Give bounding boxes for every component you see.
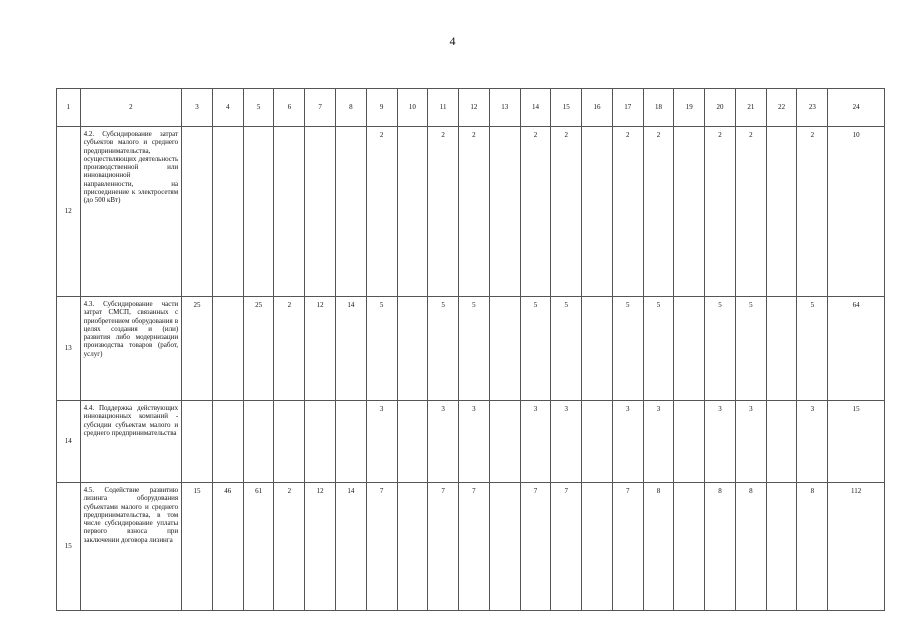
data-table — [56, 88, 885, 611]
value-cell — [766, 297, 797, 401]
value-cell: 2 — [705, 127, 736, 297]
value-cell: 3 — [797, 401, 828, 483]
value-cell — [674, 483, 705, 611]
value-cell: 7 — [612, 483, 643, 611]
column-header-20: 20 — [705, 89, 736, 127]
row-number: 14 — [57, 401, 81, 483]
value-cell — [305, 127, 336, 297]
value-cell — [182, 401, 213, 483]
value-cell: 3 — [643, 401, 674, 483]
column-header-1: 1 — [57, 89, 81, 127]
value-cell: 2 — [274, 483, 305, 611]
value-cell: 112 — [828, 483, 885, 611]
column-header-13: 13 — [489, 89, 520, 127]
value-cell: 25 — [182, 297, 213, 401]
value-cell — [397, 127, 428, 297]
value-cell: 5 — [520, 297, 551, 401]
value-cell — [212, 297, 243, 401]
value-cell — [766, 483, 797, 611]
value-cell — [305, 401, 336, 483]
row-description: 4.5. Содействие развитию лизинга оборудования субъектами малого и среднего предпринимательства, в том числе субсидирование уплаты первого взноса при заключении договора лизинга — [80, 483, 182, 611]
column-header-4: 4 — [212, 89, 243, 127]
row-number: 15 — [57, 483, 81, 611]
value-cell: 7 — [520, 483, 551, 611]
value-cell — [335, 127, 366, 297]
value-cell: 64 — [828, 297, 885, 401]
column-header-8: 8 — [335, 89, 366, 127]
value-cell: 2 — [551, 127, 582, 297]
value-cell: 2 — [520, 127, 551, 297]
table-row — [57, 127, 885, 297]
value-cell — [212, 401, 243, 483]
value-cell: 3 — [520, 401, 551, 483]
value-cell: 7 — [428, 483, 459, 611]
value-cell: 8 — [735, 483, 766, 611]
table-row — [57, 483, 885, 611]
value-cell — [674, 297, 705, 401]
column-header-9: 9 — [366, 89, 397, 127]
column-header-24: 24 — [828, 89, 885, 127]
value-cell: 3 — [612, 401, 643, 483]
value-cell: 46 — [212, 483, 243, 611]
value-cell: 5 — [428, 297, 459, 401]
value-cell — [397, 297, 428, 401]
value-cell — [274, 127, 305, 297]
value-cell: 7 — [459, 483, 490, 611]
table-body — [57, 89, 885, 611]
value-cell — [582, 483, 613, 611]
value-cell — [243, 401, 274, 483]
value-cell: 2 — [428, 127, 459, 297]
value-cell: 3 — [735, 401, 766, 483]
column-header-16: 16 — [582, 89, 613, 127]
column-header-22: 22 — [766, 89, 797, 127]
value-cell — [674, 127, 705, 297]
value-cell: 15 — [828, 401, 885, 483]
page-number: 4 — [449, 34, 456, 48]
value-cell — [274, 401, 305, 483]
column-header-7: 7 — [305, 89, 336, 127]
value-cell: 5 — [459, 297, 490, 401]
column-header-14: 14 — [520, 89, 551, 127]
column-header-10: 10 — [397, 89, 428, 127]
value-cell: 5 — [797, 297, 828, 401]
column-header-18: 18 — [643, 89, 674, 127]
value-cell: 5 — [366, 297, 397, 401]
value-cell: 10 — [828, 127, 885, 297]
value-cell: 3 — [551, 401, 582, 483]
row-description: 4.4. Поддержка действующих инновационных компаний - субсидии субъектам малого и среднего предпринимательства — [80, 401, 182, 483]
column-header-12: 12 — [459, 89, 490, 127]
value-cell: 3 — [428, 401, 459, 483]
value-cell: 3 — [366, 401, 397, 483]
column-header-21: 21 — [735, 89, 766, 127]
value-cell — [212, 127, 243, 297]
column-header-15: 15 — [551, 89, 582, 127]
value-cell: 5 — [551, 297, 582, 401]
value-cell: 5 — [612, 297, 643, 401]
column-header-5: 5 — [243, 89, 274, 127]
value-cell: 8 — [705, 483, 736, 611]
column-header-2: 2 — [80, 89, 182, 127]
value-cell — [489, 401, 520, 483]
value-cell: 7 — [366, 483, 397, 611]
row-number: 13 — [57, 297, 81, 401]
value-cell: 2 — [366, 127, 397, 297]
value-cell — [582, 401, 613, 483]
value-cell: 5 — [735, 297, 766, 401]
value-cell: 25 — [243, 297, 274, 401]
value-cell: 2 — [735, 127, 766, 297]
column-header-6: 6 — [274, 89, 305, 127]
value-cell: 2 — [797, 127, 828, 297]
value-cell: 12 — [305, 483, 336, 611]
value-cell: 5 — [643, 297, 674, 401]
value-cell: 2 — [274, 297, 305, 401]
value-cell — [674, 401, 705, 483]
column-header-19: 19 — [674, 89, 705, 127]
value-cell — [182, 127, 213, 297]
value-cell: 3 — [459, 401, 490, 483]
value-cell: 14 — [335, 483, 366, 611]
row-description: 4.3. Субсидирование части затрат СМСП, связанных с приобретением оборудования в целях создания и (или) развития либо модернизации производства товаров (работ, услуг) — [80, 297, 182, 401]
value-cell: 8 — [797, 483, 828, 611]
value-cell — [243, 127, 274, 297]
column-header-23: 23 — [797, 89, 828, 127]
value-cell — [397, 483, 428, 611]
value-cell: 5 — [705, 297, 736, 401]
header-row — [57, 89, 885, 127]
value-cell: 2 — [612, 127, 643, 297]
value-cell: 3 — [705, 401, 736, 483]
value-cell: 61 — [243, 483, 274, 611]
table-row — [57, 297, 885, 401]
row-description: 4.2. Субсидирование затрат субъектов малого и среднего предпринимательства, осуществляющих деятельность производственной или инновационной направленности, на присоединение к электросетям (до 500 кВт) — [80, 127, 182, 297]
column-header-17: 17 — [612, 89, 643, 127]
column-header-11: 11 — [428, 89, 459, 127]
row-number: 12 — [57, 127, 81, 297]
column-header-3: 3 — [182, 89, 213, 127]
value-cell: 8 — [643, 483, 674, 611]
value-cell: 2 — [643, 127, 674, 297]
value-cell — [766, 401, 797, 483]
value-cell: 2 — [459, 127, 490, 297]
value-cell — [489, 483, 520, 611]
value-cell — [766, 127, 797, 297]
table-row — [57, 401, 885, 483]
value-cell: 14 — [335, 297, 366, 401]
value-cell — [582, 127, 613, 297]
value-cell — [335, 401, 366, 483]
value-cell — [489, 297, 520, 401]
value-cell: 12 — [305, 297, 336, 401]
value-cell — [582, 297, 613, 401]
value-cell — [397, 401, 428, 483]
value-cell: 7 — [551, 483, 582, 611]
value-cell: 15 — [182, 483, 213, 611]
value-cell — [489, 127, 520, 297]
